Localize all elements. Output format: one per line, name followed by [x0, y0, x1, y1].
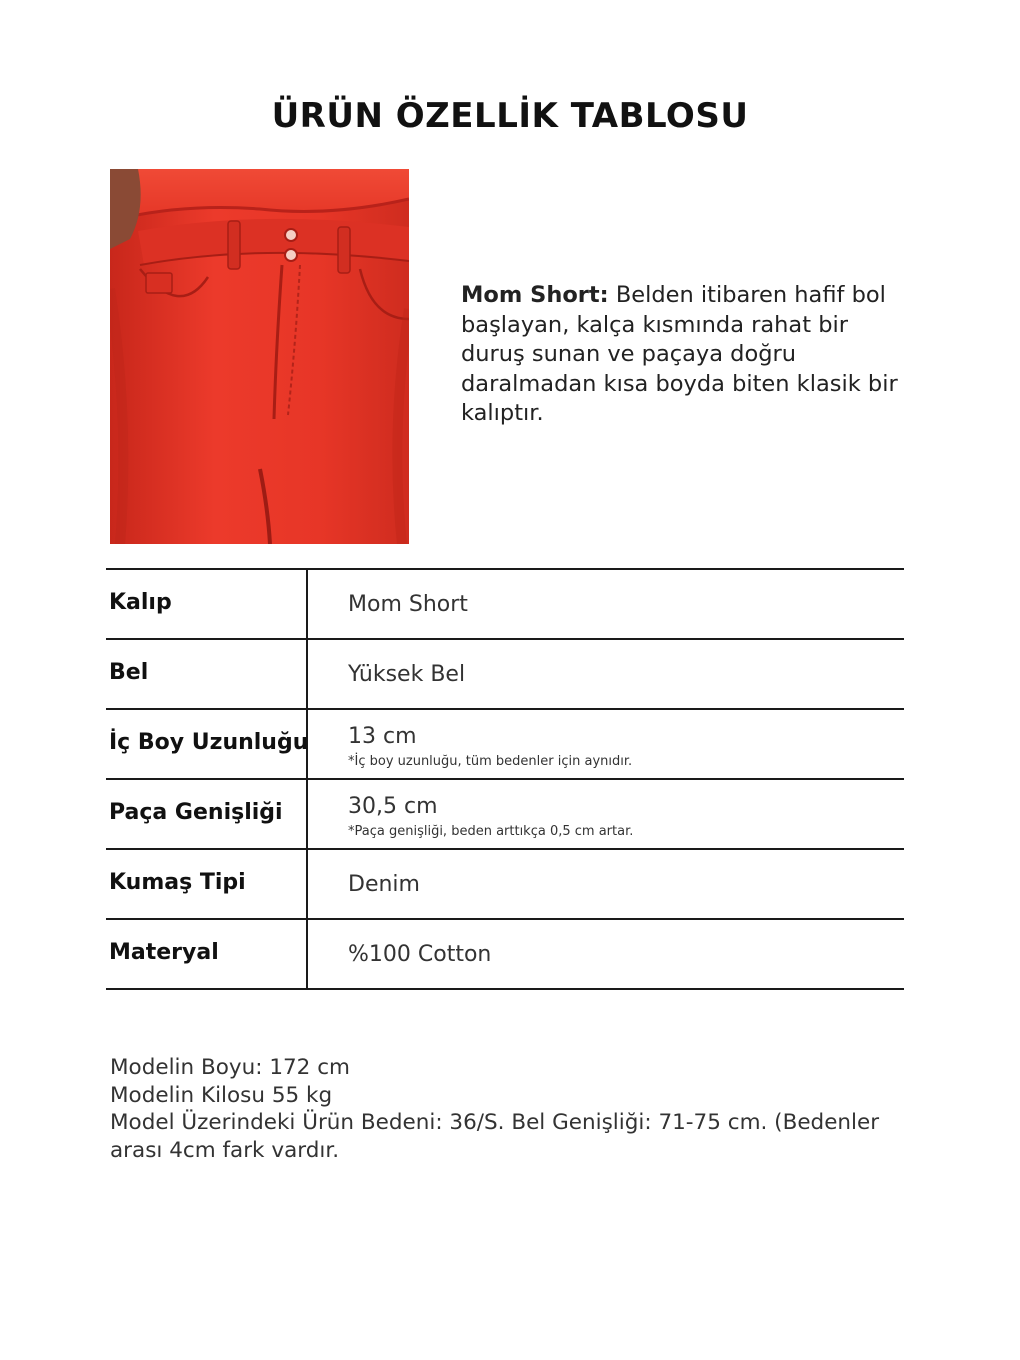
description-title: Mom Short: [461, 282, 609, 308]
model-info [110, 1054, 900, 1164]
column-divider [306, 780, 308, 850]
spec-label: Kalıp [109, 590, 172, 615]
spec-label: Materyal [109, 940, 219, 965]
page-title: ÜRÜN ÖZELLİK TABLOSU [271, 96, 749, 136]
column-divider [306, 850, 308, 920]
spec-value: Denim [348, 872, 420, 897]
product-photo [110, 169, 409, 544]
spec-note: *İç boy uzunluğu, tüm bedenler için aynıdır. [348, 754, 633, 769]
spec-row-paca [106, 780, 904, 850]
model-height: Modelin Boyu: 172 cm [110, 1055, 350, 1080]
spec-value: Mom Short [348, 592, 468, 617]
spec-label: Paça Genişliği [109, 800, 283, 825]
column-divider [306, 570, 308, 640]
spec-value: Yüksek Bel [348, 662, 466, 687]
column-divider [306, 920, 308, 990]
spec-value: 13 cm [348, 724, 417, 749]
spec-row-kumas [106, 850, 904, 920]
spec-row-bel [106, 640, 904, 710]
spec-value: %100 Cotton [348, 942, 492, 967]
spec-table [106, 568, 904, 990]
model-weight: Modelin Kilosu 55 kg [110, 1082, 333, 1108]
spec-note: *Paça genişliği, beden arttıkça 0,5 cm artar. [348, 824, 634, 839]
column-divider [306, 640, 308, 710]
spec-label: İç Boy Uzunluğu [109, 730, 309, 755]
spec-label: Bel [109, 660, 149, 685]
description-text: Belden itibaren hafif bol başlayan, kalça kısmında rahat bir duruş sunan ve paçaya doğru daralmadan kısa boyda biten klasik bir kalıptır. [461, 282, 898, 426]
spec-row-ic-boy [106, 710, 904, 780]
spec-label: Kumaş Tipi [109, 870, 246, 895]
spec-row-kalip [106, 570, 904, 640]
model-size: Model Üzerindeki Ürün Bedeni: 36/S. Bel Genişliği: 71-75 cm. (Bedenler arası 4cm fark vardır. [110, 1110, 880, 1163]
product-description [461, 281, 901, 429]
spec-value: 30,5 cm [348, 794, 438, 819]
spec-row-materyal [106, 920, 904, 990]
